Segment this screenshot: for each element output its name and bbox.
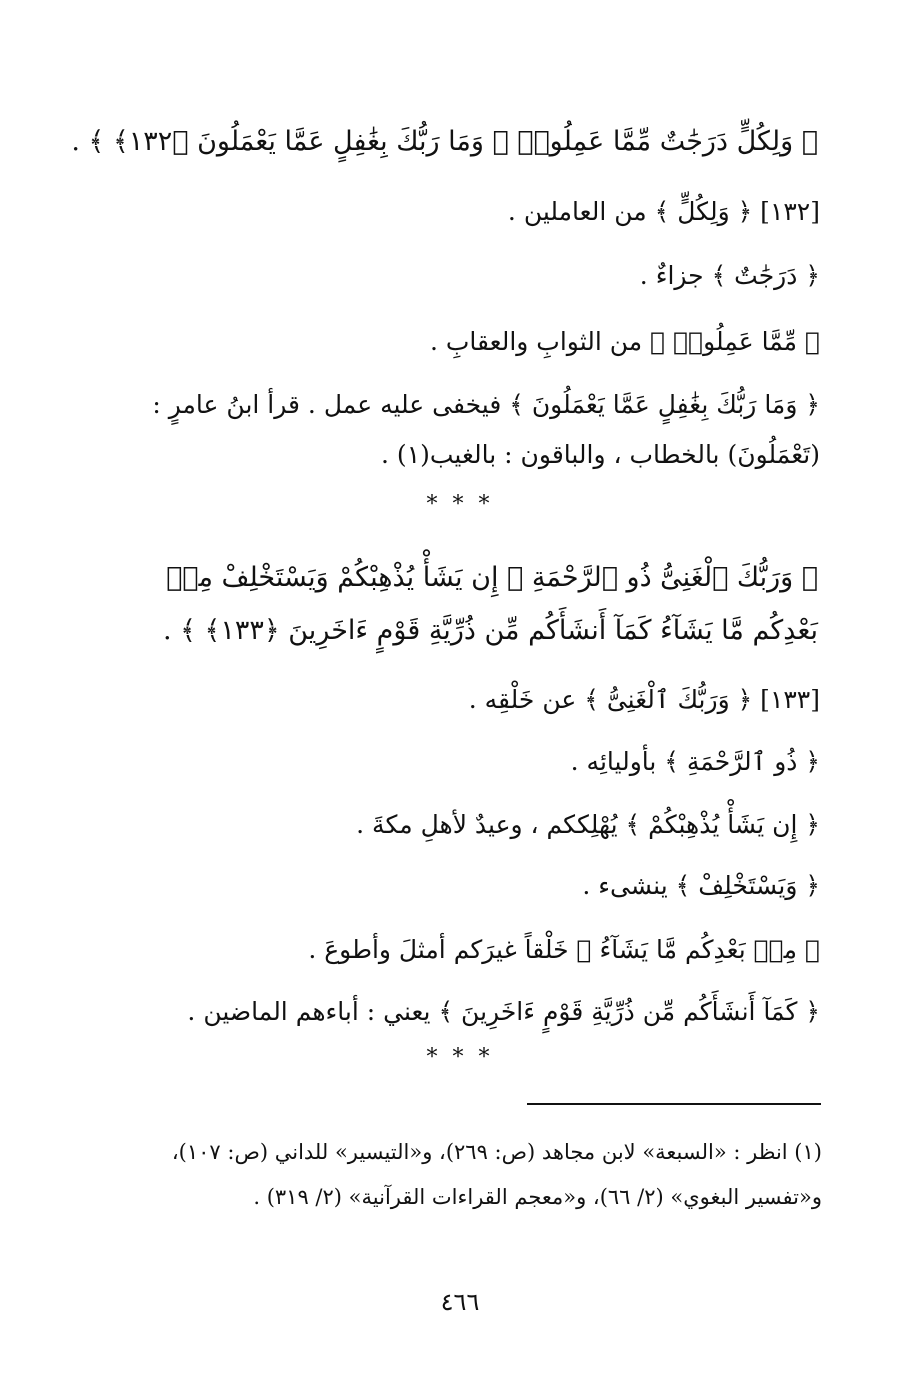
footnote-line-2: و«تفسير البغوي» (٢/ ٦٦)، و«معجم القراءات القرآنية» (٢/ ٣١٩) . [253, 1185, 822, 1209]
footnote-divider [527, 1103, 821, 1105]
commentary-dhu-alrahma: ﴿ ذُو ٱلرَّحْمَةِ ﴾ بأوليائِه . [570, 747, 820, 776]
section-separator: * * * [426, 492, 494, 517]
verse-133-line1: ﴿ وَرَبُّكَ ٱلْغَنِىُّ ذُو ٱلرَّحْمَةِ ۚ إِن يَشَأْ يُذْهِبْكُمْ وَيَسْتَخْلِفْ مِنۢ [166, 562, 818, 593]
section-separator: * * * [426, 1045, 494, 1070]
commentary-in-yasha: ﴿ إِن يَشَأْ يُذْهِبْكُمْ ﴾ يُهْلِككم ، وعيدٌ لأهلِ مكةَ . [356, 810, 820, 839]
commentary-133-rabbuka-alghani: [١٣٣] ﴿ وَرَبُّكَ ٱلْغَنِىُّ ﴾ عن خَلْقِه . [468, 685, 820, 714]
commentary-readings: (تَعْمَلُونَ) بالخطاب ، والباقون : بالغيب(١) . [381, 440, 820, 469]
verse-132: ﴿ وَلِكُلٍّ دَرَجَٰتٌ مِّمَّا عَمِلُوا۟ ۚ وَمَا رَبُّكَ بِغَٰفِلٍ عَمَّا يَعْمَلُونَ ﴿١٣٢﴾ ﴾ . [71, 126, 818, 157]
commentary-mimma-amilu: ﴿ مِّمَّا عَمِلُوا۟ ﴾ من الثوابِ والعقابِ . [429, 327, 820, 356]
commentary-132-wa-likullin: [١٣٢] ﴿ وَلِكُلٍّ ﴾ من العاملين . [507, 197, 820, 226]
footnote-line-1: (١) انظر : «السبعة» لابن مجاهد (ص: ٢٦٩)، و«التيسير» للداني (ص: ١٠٧)، [171, 1140, 822, 1164]
page-number: ٤٦٦ [440, 1288, 480, 1316]
commentary-yastakhlif: ﴿ وَيَسْتَخْلِفْ ﴾ ينشىء . [582, 871, 820, 900]
verse-133-line2: بَعْدِكُم مَّا يَشَآءُ كَمَآ أَنشَأَكُم مِّن ذُرِّيَّةِ قَوْمٍ ءَاخَرِينَ ﴿١٣٣﴾ ﴾ . [162, 615, 818, 646]
commentary-kama-ansha-akum: ﴿ كَمَآ أَنشَأَكُم مِّن ذُرِّيَّةِ قَوْمٍ ءَاخَرِينَ ﴾ يعني : أباءهم الماضين . [187, 997, 820, 1026]
commentary-darajat: ﴿ دَرَجَٰتٌ ﴾ جزاءٌ . [639, 261, 820, 290]
commentary-min-badikum: ﴿ مِنۢ بَعْدِكُم مَّا يَشَآءُ ﴾ خَلْقاً غيرَكم أمثلَ وأطوعَ . [308, 935, 820, 964]
commentary-wa-ma-rabbuka: ﴿ وَمَا رَبُّكَ بِغَٰفِلٍ عَمَّا يَعْمَلُونَ ﴾ فيخفى عليه عمل . قرأ ابنُ عامرٍ : [152, 390, 820, 419]
